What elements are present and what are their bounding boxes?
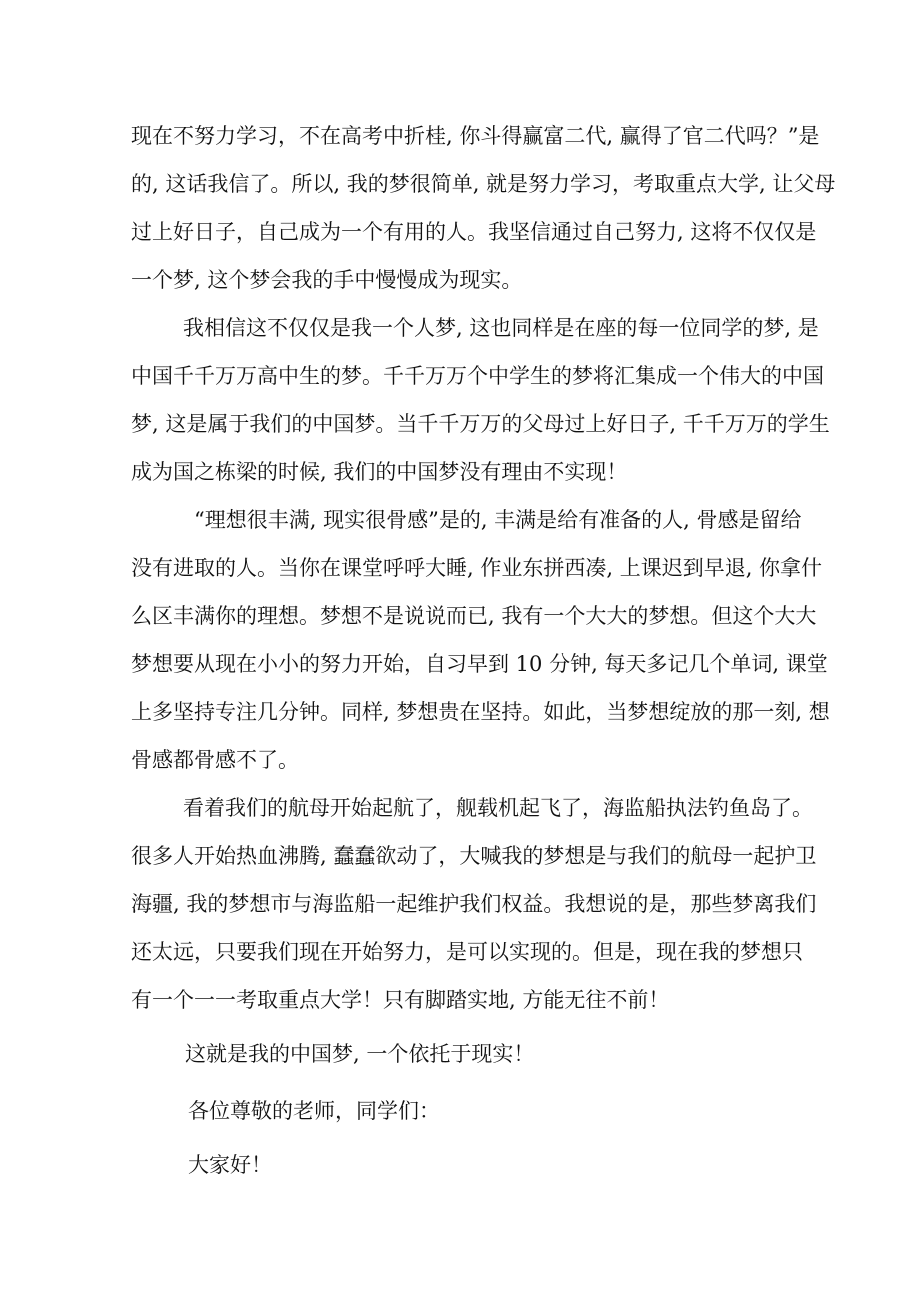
paragraph-line: 梦, 这是属于我们的中国梦。当千千万万的父母过上好日子, 千千万万的学生 [131, 412, 830, 436]
paragraph-line: 看着我们的航母开始起航了，舰载机起飞了，海监船执法钓鱼岛了。 [183, 796, 813, 820]
paragraph-line: 成为国之栋梁的时候, 我们的中国梦没有理由不实现！ [131, 460, 628, 484]
paragraph-line: 一个梦, 这个梦会我的手中慢慢成为现实。 [131, 268, 523, 292]
greeting-line: 大家好！ [188, 1153, 272, 1177]
paragraph-line: 我相信这不仅仅是我一个人梦, 这也同样是在座的每一位同学的梦, 是 [183, 316, 819, 340]
paragraph-line: 么区丰满你的理想。梦想不是说说而已, 我有一个大大的梦想。但这个大大 [131, 604, 817, 628]
paragraph-line: 中国千千万万高中生的梦。千千万万个中学生的梦将汇集成一个伟大的中国 [131, 364, 824, 388]
paragraph-line: 有一个一一考取重点大学！只有脚踏实地, 方能无往不前！ [131, 988, 670, 1012]
paragraph-line: 很多人开始热血沸腾, 蠢蠢欲动了，大喊我的梦想是与我们的航母一起护卫 [131, 844, 817, 868]
salutation-line: 各位尊敬的老师，同学们： [188, 1099, 440, 1123]
paragraph-line: 的, 这话我信了。所以, 我的梦很简单, 就是努力学习，考取重点大学, 让父母 [131, 172, 836, 196]
paragraph-line: 没有进取的人。当你在课堂呼呼大睡, 作业东拼西凑, 上课迟到早退, 你拿什 [131, 556, 823, 580]
paragraph-line: 现在不努力学习，不在高考中折桂, 你斗得赢富二代, 赢得了官二代吗？”是 [131, 124, 820, 148]
paragraph-line: 还太远，只要我们现在开始努力，是可以实现的。但是，现在我的梦想只 [131, 940, 803, 964]
paragraph-line: 这就是我的中国梦, 一个依托于现实！ [185, 1042, 535, 1066]
paragraph-line: 过上好日子，自己成为一个有用的人。我坚信通过自己努力, 这将不仅仅是 [131, 220, 817, 244]
paragraph-line: 梦想要从现在小小的努力开始，自习早到 10 分钟, 每天多记几个单词, 课堂 [131, 652, 828, 676]
paragraph-line: 海疆, 我的梦想市与海监船一起维护我们权益。我想说的是，那些梦离我们 [131, 892, 817, 916]
paragraph-line: “理想很丰满, 现实很骨感”是的, 丰满是给有准备的人, 骨感是留给 [194, 508, 802, 532]
paragraph-line: 骨感都骨感不了。 [131, 748, 299, 772]
paragraph-line: 上多坚持专注几分钟。同样, 梦想贵在坚持。如此，当梦想绽放的那一刻, 想 [131, 700, 830, 724]
